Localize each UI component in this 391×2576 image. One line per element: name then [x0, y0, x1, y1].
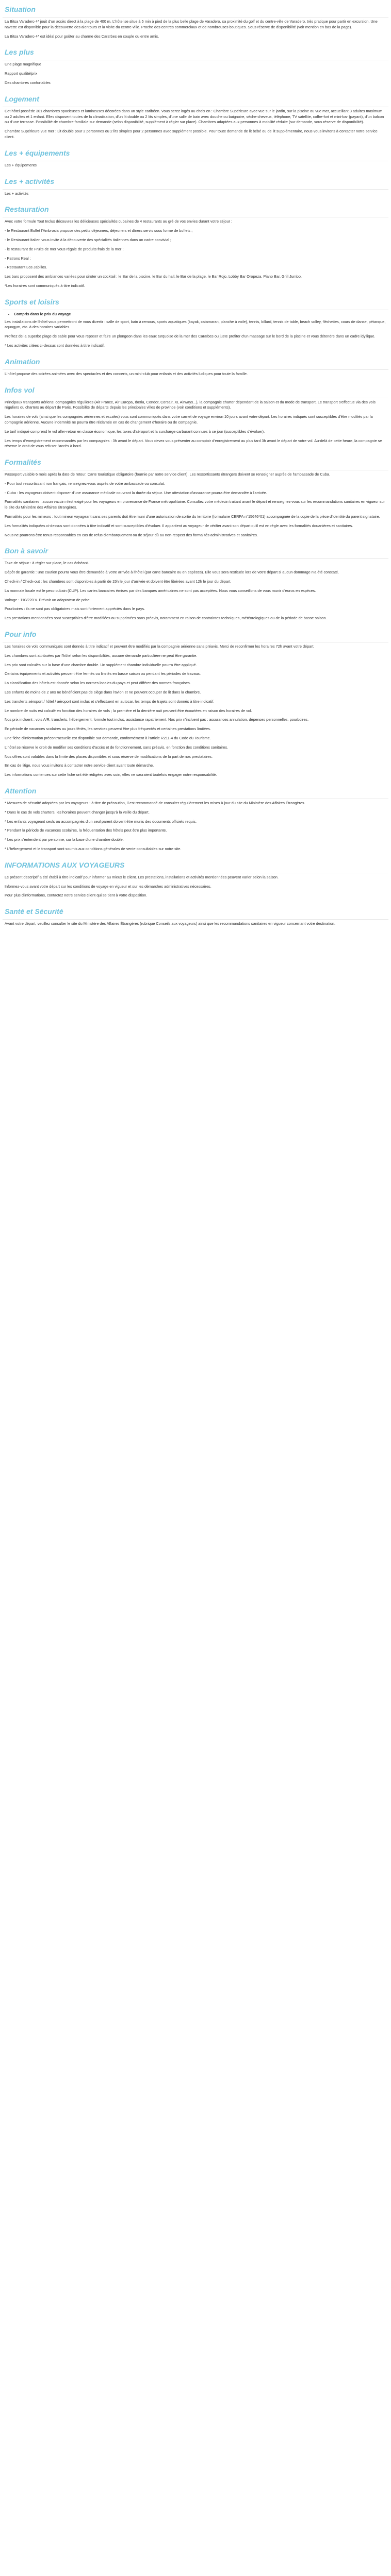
- section-title: Santé et Sécurité: [3, 902, 388, 920]
- paragraph: *Les horaires sont communiqués à titre indicatif.: [5, 283, 85, 288]
- paragraph: Les temps d'enregistrement recommandés par les compagnies : 3h avant le départ. Vous devez vous présenter au comptoir d'enregistrement au plus tard 3h avant le départ de votre vol. Au-delà de cette heure, la compagnie se réserve le droit de vous refuser l'accès à bord.: [5, 438, 382, 449]
- section-title: Sports et loisirs: [3, 293, 388, 310]
- section: [3, 200, 388, 289]
- paragraph: Avec votre formule Tout Inclus découvrez les délicieuses spécialités cubaines de 4 restaurants au gré de vos envies durant votre séjour :: [5, 219, 233, 224]
- paragraph: En cas de litige, nous vous invitons à contacter notre service client avant toute démarche.: [5, 763, 154, 768]
- paragraph: Principaux transports aériens: compagnies régulières (Air France, Air Europa, Iberia, Condor, Corsair, XL Airways...), la compagnie charter dépendant de la saison et du mode de transport. Le transport s'effectue via des vols réguliers ou charters au départ de Paris. Possibilité de départs depuis les principales villes de province (voir conditions et suppléments).: [5, 399, 376, 410]
- paragraph: Les enfants de moins de 2 ans ne bénéficient pas de siège dans l'avion et ne peuvent occuper de lit dans la chambre.: [5, 690, 201, 695]
- section-title: Infos vol: [3, 381, 388, 398]
- section-body: [3, 191, 388, 197]
- page: [0, 0, 391, 927]
- paragraph: L'hôtel propose des soirées animées avec des spectacles et des concerts, un mini-club pour enfants et des activités ludiques pour toute la famille.: [5, 371, 248, 376]
- paragraph: - Restaurant Los Jabillos.: [5, 265, 47, 270]
- section: [3, 541, 388, 621]
- paragraph: Nos prix incluent : vols A/R, transferts, hébergement, formule tout inclus, assistance rapatriement. Nos prix n'incluent pas : assurances annulation, dépenses personnelles, pourboires.: [5, 717, 309, 722]
- section-title: Les + équipements: [3, 144, 388, 161]
- section: [3, 43, 388, 86]
- paragraph: Nos offres sont valables dans la limite des places disponibles et sous réserve de modifications de la part de nos prestataires.: [5, 754, 213, 759]
- paragraph: La monnaie locale est le peso cubain (CUP). Les cartes bancaires émises par des banques américaines ne sont pas acceptées. Nous vous conseillons de vous munir d'euros en espèces.: [5, 588, 316, 593]
- paragraph: Cet hôtel possède 301 chambres spacieuses et lumineuses décorées dans un style caribéen. Vous serez logés au choix en : Chambre Supérieure avec vue sur le jardin, sur la piscine ou vue mer, accueillant 3 adultes maximum ou 2 adultes et 1 enfant. Elles disposent toutes de la climatisation, d'un lit double ou 2 lits simples, d'une salle de bain avec douche ou baignoire, sèche-cheveux, téléphone, TV satellite, coffre-fort et mini-bar (payant), d'un balcon ou d'une terrasse. Possibilité de chambre familiale sur demande (selon disponibilité, supplément à régler sur place). Chambres adaptées aux personnes à mobilité réduite (sur demande, sous réserve de disponibilité).: [5, 108, 384, 125]
- paragraph: Chambre Supérieure vue mer : Lit double pour 2 personnes ou 2 lits simples pour 2 personnes avec supplément possible. Pour toute demande de lit bébé ou de lit supplémentaire, nous vous invitons à contacter notre service client.: [5, 129, 378, 139]
- paragraph: Taxe de séjour : à régler sur place, le cas échéant.: [5, 561, 89, 566]
- paragraph: Certains équipements et activités peuvent être fermés ou limités en basse saison ou pendant les périodes de travaux.: [5, 671, 201, 676]
- section-body: [3, 644, 388, 778]
- paragraph: - le restaurant de Fruits de mer vous régale de produits frais de la mer ;: [5, 246, 124, 251]
- section: [3, 453, 388, 538]
- paragraph: Rapport qualité/prix: [5, 71, 38, 76]
- section-title: Restauration: [3, 200, 388, 217]
- paragraph: Les installations de l'hôtel vous permettront de vous divertir : salle de sport, bain à remous, sports aquatiques (kayak, catamaran, planche à voile), tennis, billard, tennis de table, beach volley, fléchettes, cours de danse, pétanque, aquagym, etc. à des horaires variables.: [5, 319, 386, 330]
- paragraph: Les chambres sont attribuées par l'hôtel selon les disponibilités, aucune demande particulière ne peut être garantie.: [5, 653, 198, 658]
- paragraph: Le nombre de nuits est calculé en fonction des horaires de vols ; la première et la dernière nuit peuvent être écourtées en raison des horaires de vol.: [5, 708, 252, 713]
- paragraph: Pour plus d'informations, contactez notre service client qui se tient à votre disposition.: [5, 893, 148, 898]
- section-body: [3, 801, 388, 852]
- paragraph: * Les prix s'entendent par personne, sur la base d'une chambre double.: [5, 837, 124, 842]
- paragraph: Le présent descriptif a été établi à titre indicatif pour informer au mieux le client. Les prestations, installations et activités mentionnées peuvent varier selon la saison.: [5, 874, 279, 879]
- paragraph: Les prix sont calculés sur la base d'une chambre double. Un supplément chambre individuelle pourra être appliqué.: [5, 662, 197, 667]
- section: [3, 902, 388, 927]
- section: [3, 381, 388, 450]
- section: [3, 144, 388, 168]
- section-title: Formalités: [3, 453, 388, 470]
- paragraph: - Patrons Real ;: [5, 256, 31, 261]
- paragraph: Formalités sanitaires : aucun vaccin n'est exigé pour les voyageurs en provenance de France métropolitaine. Consultez votre médecin traitant avant le départ et renseignez-vous sur les recommandations sanitaires en vigueur sur le site du Ministère des Affaires Étrangères.: [5, 499, 385, 510]
- paragraph: Des chambres confortables: [5, 80, 51, 85]
- section: [3, 625, 388, 778]
- paragraph: * Les activités citées ci-dessus sont données à titre indicatif.: [5, 343, 105, 348]
- paragraph: Les informations contenues sur cette fiche ont été rédigées avec soin, elles ne sauraient toutefois engager notre responsabilité.: [5, 772, 217, 777]
- paragraph: Les bars proposent des ambiances variées pour siroter un cocktail : le Bar de la piscine, le Bar du hall, le Bar de la plage, le Bar Rojo, Lobby Bar Oropeza, Piano Bar, Grill Jumbo.: [5, 274, 302, 279]
- paragraph: La Bitsa Varadero 4* est idéal pour goûter au charme des Caraïbes en couple ou entre amis.: [5, 33, 159, 39]
- paragraph: Pourboires : ils ne sont pas obligatoires mais sont fortement appréciés dans le pays.: [5, 606, 145, 612]
- bullet-list: [5, 312, 386, 317]
- section-title: Animation: [3, 352, 388, 370]
- paragraph: - le Restaurant Italien vous invite à la découverte des spécialités italiennes dans un cadre convivial ;: [5, 237, 171, 242]
- section-title: Attention: [3, 782, 388, 799]
- paragraph: Informez-vous avant votre départ sur les conditions de voyage en vigueur et sur les démarches administratives nécessaires.: [5, 884, 211, 889]
- paragraph: Une plage magnifique: [5, 62, 41, 67]
- section: [3, 782, 388, 852]
- paragraph: Les horaires de vols (ainsi que les compagnies aériennes et escales) vous sont communiqués dans votre carnet de voyage environ 10 jours avant votre départ. Les horaires indiqués sont susceptibles d'être modifiés par la compagnie aérienne. Aucune indemnité ne pourra être réclamée en cas de changement d'horaire ou de compagnie.: [5, 414, 373, 425]
- section: [3, 293, 388, 349]
- section-body: [3, 400, 388, 450]
- paragraph: Nous ne pourrons être tenus responsables en cas de refus d'embarquement ou de séjour dû au non-respect des formalités administratives et sanitaires.: [5, 532, 258, 537]
- paragraph: Les transferts aéroport / hôtel / aéroport sont inclus et s'effectuent en autocar, les temps de trajets sont donnés à titre indicatif.: [5, 699, 215, 704]
- paragraph: - Cuba : les voyageurs doivent disposer d'une assurance médicale couvrant la durée du séjour. Une attestation d'assurance pourra être demandée à l'arrivée.: [5, 490, 267, 495]
- section-body: [3, 62, 388, 86]
- paragraph: La Bitsa Varadero 4* jouit d'un accès direct à la plage de 400 m. L'hôtel se situe à 5 min à pied de la plus belle plage de Varadero, sa proximité du golf et du centre-ville de Varadero, très pratique pour partir en excursion. Une navette est disponible pour la découverte des alentours et la visite du centre-ville. Proche des centres commerciaux et de nombreuses boutiques. Sous réserve de disponibilité (voir mention en bas de la page).: [5, 19, 378, 29]
- section: [3, 90, 388, 140]
- paragraph: Les + activités: [5, 191, 29, 196]
- section-body: [3, 561, 388, 621]
- section: [3, 856, 388, 899]
- paragraph: Profitez de la superbe plage de sable pour vous reposer et faire un plongeon dans les eaux turquoise de la mer des Caraïbes ou juste profiter d'un massage sur le bord de la piscine et vous détendre dans un cadre idyllique.: [5, 334, 376, 339]
- paragraph: * Mesures de sécurité adoptées par les voyageurs : à titre de précaution, il est recommandé de consulter régulièrement les mises à jour du site du Ministère des Affaires Étrangères.: [5, 801, 305, 805]
- section-title: Situation: [3, 0, 388, 18]
- section-body: [3, 371, 388, 377]
- section-title: Les + activités: [3, 172, 388, 190]
- paragraph: Le tarif indiqué comprend le vol aller-retour en classe économique, les taxes d'aéroport et la surcharge carburant connues à ce jour (susceptibles d'évoluer).: [5, 429, 265, 434]
- paragraph: Les horaires de vols communiqués sont donnés à titre indicatif et peuvent être modifiés par la compagnie aérienne sans préavis. Merci de reconfirmer les horaires 72h avant votre départ.: [5, 644, 315, 649]
- paragraph: Les formalités indiquées ci-dessus sont données à titre indicatif et sont susceptibles d'évoluer. Il appartient au voyageur de vérifier avant son départ qu'il est en règle avec les formalités douanières et sanitaires.: [5, 523, 353, 528]
- section-subtitle: • Compris dans le prix du voyage: [14, 312, 386, 317]
- section-title: Les plus: [3, 43, 388, 60]
- section-title: INFORMATIONS AUX VOYAGEURS: [3, 856, 388, 873]
- section-body: [3, 19, 388, 39]
- section-title: Logement: [3, 90, 388, 107]
- paragraph: En période de vacances scolaires ou jours fériés, les services peuvent être plus fréquentés et certaines prestations limitées.: [5, 726, 211, 732]
- paragraph: Voltage : 110/220 V. Prévoir un adaptateur de prise.: [5, 597, 91, 602]
- paragraph: * Les enfants voyageant seuls ou accompagnés d'un seul parent doivent être munis des documents officiels requis.: [5, 819, 197, 824]
- section: [3, 0, 388, 39]
- section-body: [3, 163, 388, 168]
- paragraph: Dépôt de garantie : une caution pourra vous être demandée à votre arrivée à l'hôtel (par carte bancaire ou en espèces). Elle vous sera restituée lors de votre départ si aucun dommage n'a été constaté.: [5, 570, 339, 575]
- section: [3, 172, 388, 197]
- paragraph: Avant votre départ, veuillez consulter le site du Ministère des Affaires Étrangères (rubrique Conseils aux voyageurs) ainsi que les recommandations sanitaires en vigueur concernant votre destination.: [5, 921, 335, 926]
- paragraph: Les + équipements: [5, 162, 37, 167]
- paragraph: - Pour tout ressortissant non français, renseignez-vous auprès de votre ambassade ou consulat.: [5, 481, 165, 486]
- section-body: [3, 219, 388, 289]
- section-body: [3, 109, 388, 140]
- paragraph: * Pendant la période de vacances scolaires, la fréquentation des hôtels peut être plus importante.: [5, 828, 167, 833]
- section-title: Pour info: [3, 625, 388, 642]
- section-body: [3, 312, 388, 349]
- paragraph: Les prestations mentionnées sont susceptibles d'être modifiées ou supprimées sans préavis, notamment en raison de contraintes techniques, météorologiques ou de la période de basse saison.: [5, 616, 327, 621]
- paragraph: Check-in / Check-out : les chambres sont disponibles à partir de 15h le jour d'arrivée et doivent être libérées avant 12h le jour du départ.: [5, 579, 232, 584]
- section: [3, 352, 388, 377]
- paragraph: Une fiche d'information précontractuelle est disponible sur demande, conformément à l'article R211-4 du Code du Tourisme.: [5, 736, 211, 741]
- section-body: [3, 472, 388, 538]
- section-title: Bon à savoir: [3, 541, 388, 559]
- section-body: [3, 875, 388, 899]
- paragraph: * L'hébergement et le transport sont soumis aux conditions générales de vente consultables sur notre site.: [5, 846, 182, 851]
- paragraph: Passeport valable 6 mois après la date de retour. Carte touristique obligatoire (fournie par notre service client). Les ressortissants étrangers doivent se renseigner auprès de l'ambassade de Cuba.: [5, 472, 330, 477]
- paragraph: L'hôtel se réserve le droit de modifier ses conditions d'accès et de fonctionnement, sans préavis, en fonction des conditions sanitaires.: [5, 744, 229, 750]
- paragraph: La classification des hôtels est donnée selon les normes locales du pays et peut différer des normes françaises.: [5, 681, 191, 686]
- paragraph: * Dans le cas de vols charters, les horaires peuvent changer jusqu'à la veille du départ.: [5, 809, 150, 815]
- paragraph: Formalités pour les mineurs : tout mineur voyageant sans ses parents doit être muni d'une autorisation de sortie du territoire (formulaire CERFA n°15646*01) accompagnée de la copie de la pièce d'identité du parent signataire.: [5, 514, 380, 519]
- section-body: [3, 921, 388, 927]
- paragraph: - le Restaurant Buffet l'Ambrosia propose des petits déjeuners, déjeuners et dîners servis sous forme de buffets ;: [5, 228, 193, 233]
